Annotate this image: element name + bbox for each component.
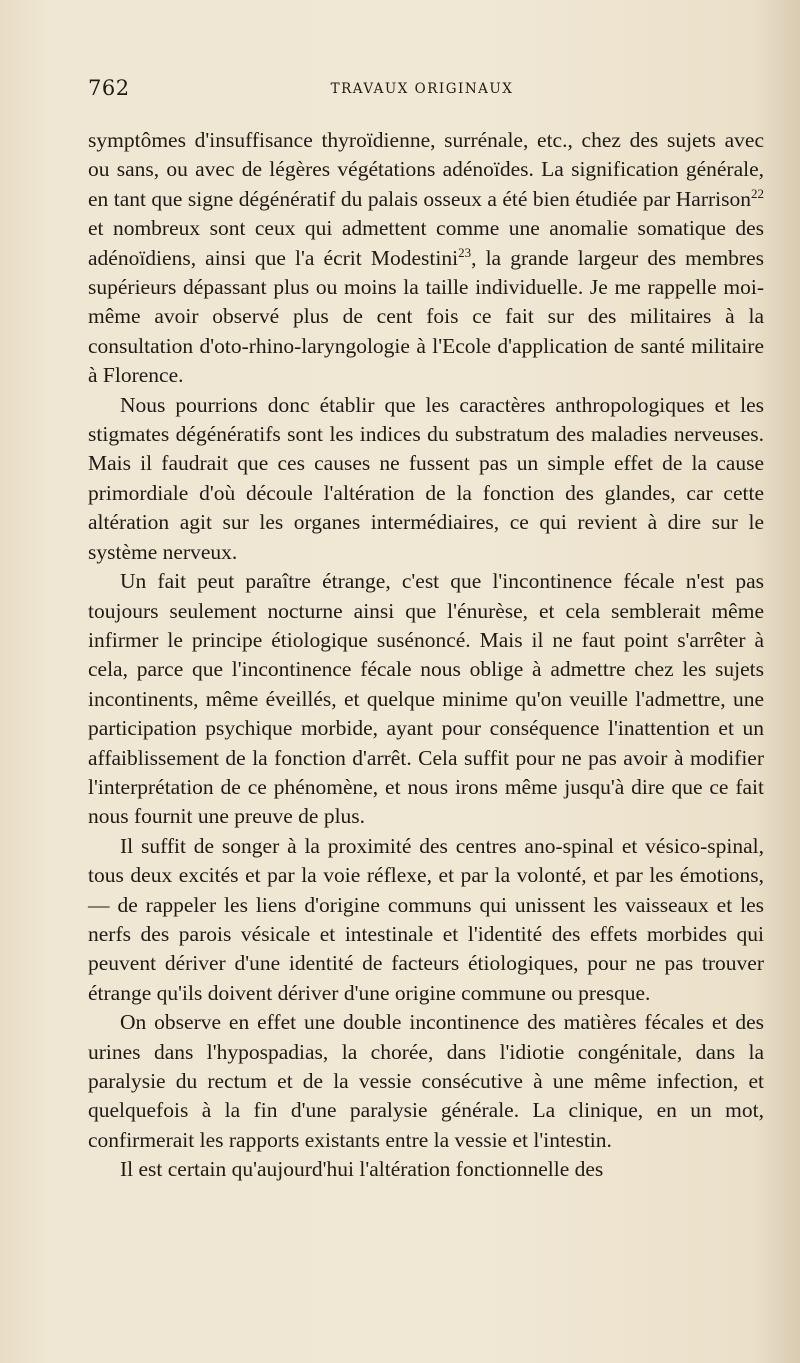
paragraph-text: Un fait peut paraître étrange, c'est que l'incontinence fécale n'est pas toujours seulement nocturne ainsi que l'énurèse, et cela semblerait même infirmer le principe étiologique susénoncé. Mais il ne faut point s'arrêter à cela, parce que l'incontinence fécale nous oblige à admettre chez les sujets incontinents, même éveillés, et quelque minime qu'on veuille l'admettre, une participation psychique morbide, ayant pour conséquence l'inattention et un affaiblissement de la fonction d'arrêt. Cela suffit pour ne pas avoir à modifier l'interprétation de ce phénomène, et nous irons même jusqu'à dire que ce fait nous fournit une preuve de plus. (88, 569, 764, 829)
paragraph (88, 567, 764, 832)
paragraph-text: et nombreux sont ceux qui admettent comme une anomalie somatique des adénoïdiens, ainsi que l'a écrit Modestini (88, 216, 764, 270)
running-title: TRAVAUX ORIGINAUX (330, 81, 514, 97)
paragraph-text: , la grande largeur des membres supérieurs dépassant plus ou moins la taille individuelle. Je me rappelle moi-même avoir observé plus de cent fois ce fait sur des militaires à la consultation d'oto-rhino-laryngologie à l'Ecole d'application de santé militaire à Florence. (88, 245, 764, 388)
paragraph-text: On observe en effet une double incontinence des matières fécales et des urines dans l'hypospadias, la chorée, dans l'idiotie congénitale, dans la paralysie du rectum et de la vessie consécutive à une même infection, et quelquefois à la fin d'une paralysie générale. La clinique, en un mot, confirmerait les rapports existants entre la vessie et l'intestin. (88, 1010, 764, 1152)
paragraph-text: Il est certain qu'aujourd'hui l'altération fonctionnelle des (120, 1157, 604, 1182)
paragraph (88, 1155, 764, 1184)
paragraph (88, 126, 764, 391)
paragraph-text: Il suffit de songer à la proximité des centres ano-spinal et vésico-spinal, tous deux excités et par la voie réflexe, et par la volonté, et par les émotions, — de rappeler les liens d'origine communs qui unissent les vaisseaux et les nerfs des parois vésicale et intestinale et l'identité des effets morbides qui peuvent dériver d'une identité de facteurs étiologiques, pour ne pas trouver étrange qu'ils doivent dériver d'une origine commune ou presque. (88, 833, 764, 1005)
paragraph (88, 832, 764, 1008)
paragraph (88, 391, 764, 567)
paragraph-text: Nous pourrions donc établir que les caractères anthropologiques et les stigmates dégénératifs sont les indices du substratum des maladies nerveuses. Mais il faudrait que ces causes ne fussent pas un simple effet de la cause primordiale d'où découle l'altération de la fonction des glandes, car cette altération agit sur les organes intermédiaires, ce qui revient à dire sur le système nerveux. (88, 392, 764, 564)
footnote-reference: 23 (458, 244, 472, 260)
footnote-reference: 22 (751, 185, 764, 201)
paragraph (88, 1008, 764, 1155)
body-text (88, 126, 764, 1185)
page-number: 762 (88, 76, 130, 100)
paragraph-text: symptômes d'insuffisance thyroïdienne, surrénale, etc., chez des sujets avec ou sans, ou avec de légères végétations adénoïdes. La signification générale, en tant que signe dégénératif du palais osseux a été bien étudiée par Harrison (88, 128, 764, 211)
page-header (88, 76, 756, 102)
